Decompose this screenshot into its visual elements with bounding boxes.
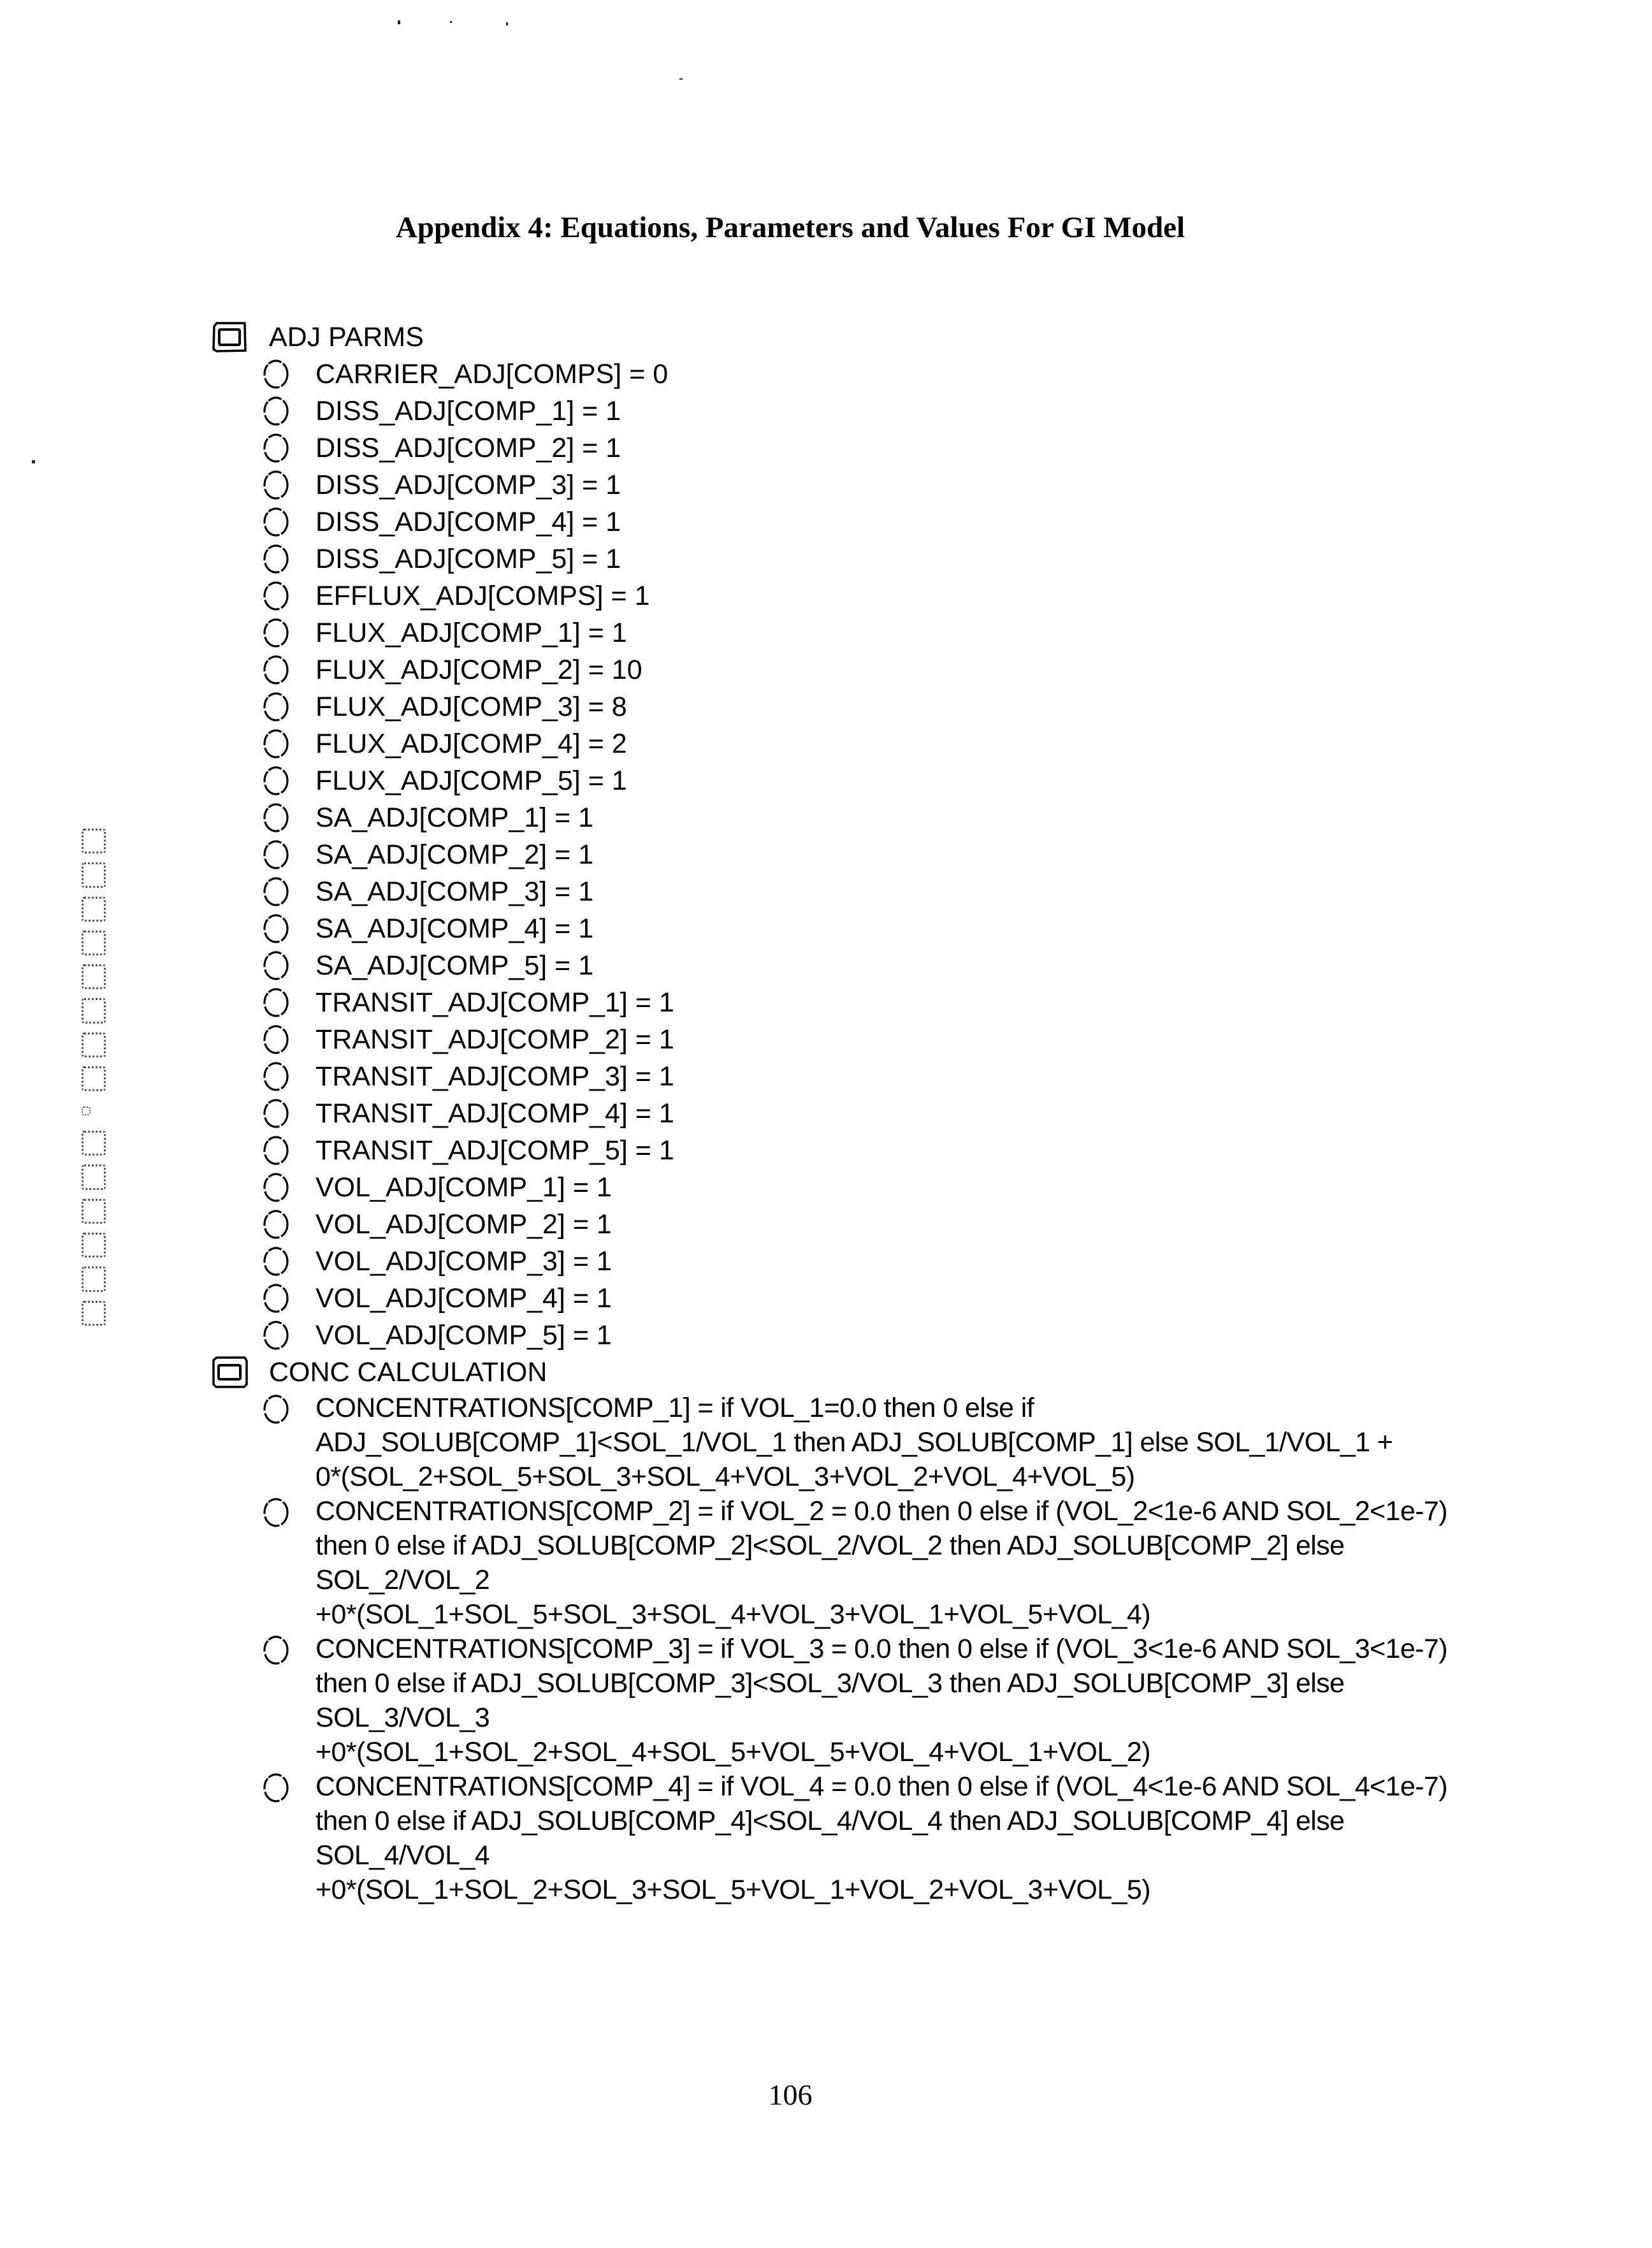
equation-text: FLUX_ADJ[COMP_3] = 8 [315,692,627,722]
module-box-icon [210,321,249,353]
equation-item[interactable] [210,1132,1549,1169]
stamp-glyph [82,897,106,922]
converter-circle-icon [260,617,292,649]
equation-text: FLUX_ADJ[COMP_2] = 10 [315,655,642,685]
equation-text: TRANSIT_ADJ[COMP_5] = 1 [315,1135,674,1166]
scan-speck [679,78,683,80]
module-box-icon [210,1356,249,1388]
adj-parms-items [210,356,1549,1354]
equation-item[interactable] [210,910,1549,947]
converter-circle-icon [260,469,292,501]
stamp-glyph [82,862,106,887]
converter-circle-icon [260,1061,292,1092]
equation-text: TRANSIT_ADJ[COMP_4] = 1 [315,1098,674,1129]
stamp-glyph [82,964,106,989]
equation-item[interactable] [210,1169,1549,1206]
equation-item[interactable] [210,614,1549,651]
equation-item[interactable] [210,1021,1549,1058]
scan-speck [450,21,452,23]
concentration-equation[interactable] [210,1391,1549,1494]
converter-circle-icon [260,839,292,871]
equation-item[interactable] [210,577,1549,614]
equation-line: SOL_2/VOL_2 [315,1565,490,1595]
equation-line: CONCENTRATIONS[COMP_1] = if VOL_1=0.0 then 0 else if [315,1393,1034,1423]
equation-text: VOL_ADJ[COMP_5] = 1 [315,1320,612,1351]
margin-document-stamp [82,829,107,1326]
stamp-glyph [82,1131,106,1156]
equation-item[interactable] [210,836,1549,873]
stamp-glyph [82,1106,91,1115]
page-number: 106 [768,2078,813,2111]
converter-circle-icon [260,580,292,612]
equation-item[interactable] [210,1317,1549,1354]
concentration-equation[interactable] [210,1494,1549,1632]
equation-text: DISS_ADJ[COMP_3] = 1 [315,470,621,500]
converter-circle-icon [260,876,292,908]
equation-item[interactable] [210,1206,1549,1243]
converter-circle-icon [260,654,292,686]
converter-circle-icon [260,432,292,464]
equation-text: TRANSIT_ADJ[COMP_1] = 1 [315,987,674,1018]
equation-item[interactable] [210,540,1549,577]
equation-line: then 0 else if ADJ_SOLUB[COMP_4]<SOL_4/VOL_4 then ADJ_SOLUB[COMP_4] else [315,1806,1345,1836]
converter-circle-icon [260,543,292,575]
equation-text: DISS_ADJ[COMP_2] = 1 [315,433,621,463]
equation-text: SA_ADJ[COMP_1] = 1 [315,802,594,833]
equation-text: FLUX_ADJ[COMP_1] = 1 [315,618,627,648]
converter-circle-icon [260,395,292,427]
equation-text: FLUX_ADJ[COMP_5] = 1 [315,765,627,796]
converter-circle-icon [260,1772,292,1804]
equation-item[interactable] [210,393,1549,430]
converter-circle-icon [260,1319,292,1351]
equation-text: SA_ADJ[COMP_4] = 1 [315,913,594,944]
equation-line: SOL_3/VOL_3 [315,1702,490,1733]
equation-line: 0*(SOL_2+SOL_5+SOL_3+SOL_4+VOL_3+VOL_2+VOL_4+VOL_5) [315,1461,1135,1492]
group-label: ADJ PARMS [269,322,424,352]
equation-text: DISS_ADJ[COMP_1] = 1 [315,396,621,426]
converter-circle-icon [260,1024,292,1055]
equation-text: VOL_ADJ[COMP_4] = 1 [315,1283,612,1314]
equation-text: DISS_ADJ[COMP_4] = 1 [315,507,621,537]
equation-text: VOL_ADJ[COMP_3] = 1 [315,1246,612,1277]
equation-item[interactable] [210,725,1549,762]
converter-circle-icon [260,691,292,723]
equation-line: CONCENTRATIONS[COMP_2] = if VOL_2 = 0.0 then 0 else if (VOL_2<1e-6 AND SOL_2<1e-7) [315,1496,1447,1526]
equation-item[interactable] [210,504,1549,540]
equation-lines [315,1391,1514,1494]
equation-line: then 0 else if ADJ_SOLUB[COMP_2]<SOL_2/VOL_2 then ADJ_SOLUB[COMP_2] else [315,1530,1345,1561]
equation-item[interactable] [210,947,1549,984]
equation-text: SA_ADJ[COMP_5] = 1 [315,950,594,981]
stamp-glyph [82,1233,106,1258]
equation-text: TRANSIT_ADJ[COMP_3] = 1 [315,1061,674,1092]
converter-circle-icon [260,728,292,760]
stamp-glyph [82,998,106,1023]
equation-item[interactable] [210,1095,1549,1132]
converter-circle-icon [260,765,292,797]
group-label: CONC CALCULATION [269,1357,547,1388]
equation-line: SOL_4/VOL_4 [315,1840,490,1871]
converter-circle-icon [260,950,292,982]
group-header-conc-calculation[interactable] [210,1354,1549,1391]
converter-circle-icon [260,1634,292,1666]
equation-lines [315,1632,1514,1769]
equation-text: VOL_ADJ[COMP_2] = 1 [315,1209,612,1240]
stamp-glyph [82,1164,106,1189]
converter-circle-icon [260,1282,292,1314]
equation-item[interactable] [210,873,1549,910]
stamp-glyph [82,1033,106,1057]
equation-text: FLUX_ADJ[COMP_4] = 2 [315,729,627,759]
converter-circle-icon [260,1171,292,1203]
stamp-glyph [82,1301,106,1326]
equation-item[interactable] [210,984,1549,1021]
equation-lines [315,1769,1514,1907]
equation-item[interactable] [210,430,1549,467]
converter-circle-icon [260,802,292,834]
group-header-adj-parms[interactable] [210,319,1549,356]
equation-item[interactable] [210,1058,1549,1095]
equation-line: CONCENTRATIONS[COMP_4] = if VOL_4 = 0.0 then 0 else if (VOL_4<1e-6 AND SOL_4<1e-7) [315,1771,1447,1802]
scan-speck [398,20,400,24]
equation-item[interactable] [210,1243,1549,1280]
converter-circle-icon [260,1245,292,1277]
converter-circle-icon [260,506,292,538]
equation-item[interactable] [210,1280,1549,1317]
converter-circle-icon [260,358,292,390]
scan-speck [506,22,508,25]
stamp-glyph [82,931,106,955]
page-title: Appendix 4: Equations, Parameters and Values For GI Model [395,211,1185,244]
equation-tree [210,319,1549,1907]
conc-calculation-items [210,1391,1549,1907]
equation-text: EFFLUX_ADJ[COMPS] = 1 [315,581,650,611]
concentration-equation[interactable] [210,1769,1549,1907]
converter-circle-icon [260,987,292,1019]
equation-text: SA_ADJ[COMP_2] = 1 [315,839,594,870]
stamp-glyph [82,1266,106,1291]
equation-line: CONCENTRATIONS[COMP_3] = if VOL_3 = 0.0 then 0 else if (VOL_3<1e-6 AND SOL_3<1e-7) [315,1634,1447,1664]
converter-circle-icon [260,1393,292,1425]
stamp-glyph [82,829,106,853]
equation-item[interactable] [210,688,1549,725]
converter-circle-icon [260,913,292,945]
concentration-equation[interactable] [210,1632,1549,1769]
equation-text: CARRIER_ADJ[COMPS] = 0 [315,359,669,389]
equation-text: TRANSIT_ADJ[COMP_2] = 1 [315,1024,674,1055]
equation-line: then 0 else if ADJ_SOLUB[COMP_3]<SOL_3/VOL_3 then ADJ_SOLUB[COMP_3] else [315,1668,1345,1699]
equation-item[interactable] [210,356,1549,393]
converter-circle-icon [260,1208,292,1240]
equation-text: SA_ADJ[COMP_3] = 1 [315,876,594,907]
stamp-glyph [82,1199,106,1224]
equation-line: ADJ_SOLUB[COMP_1]<SOL_1/VOL_1 then ADJ_SOLUB[COMP_1] else SOL_1/VOL_1 + [315,1427,1393,1458]
equation-text: VOL_ADJ[COMP_1] = 1 [315,1172,612,1203]
equation-line: +0*(SOL_1+SOL_2+SOL_3+SOL_5+VOL_1+VOL_2+VOL_3+VOL_5) [315,1875,1150,1905]
equation-item[interactable] [210,762,1549,799]
equation-item[interactable] [210,651,1549,688]
equation-line: +0*(SOL_1+SOL_5+SOL_3+SOL_4+VOL_3+VOL_1+VOL_5+VOL_4) [315,1599,1150,1630]
equation-lines [315,1494,1514,1632]
equation-item[interactable] [210,467,1549,504]
converter-circle-icon [260,1098,292,1129]
converter-circle-icon [260,1497,292,1528]
converter-circle-icon [260,1135,292,1166]
scan-speck [32,460,35,463]
equation-text: DISS_ADJ[COMP_5] = 1 [315,544,621,574]
equation-item[interactable] [210,799,1549,836]
stamp-glyph [82,1066,106,1091]
equation-line: +0*(SOL_1+SOL_2+SOL_4+SOL_5+VOL_5+VOL_4+VOL_1+VOL_2) [315,1737,1150,1767]
